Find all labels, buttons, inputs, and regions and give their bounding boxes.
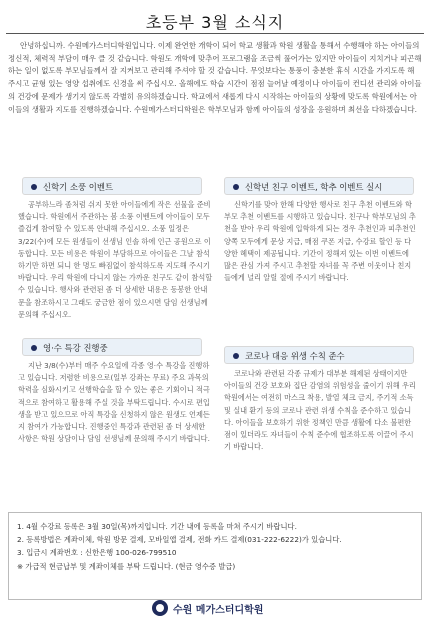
section-paragraph: 신학기를 맞아 한해 다양한 행사로 친구 추천 이벤트와 학부모 추천 이벤트를 시행하고 있습니다. 친구나 학부모님의 추천을 받아 우리 학원에 입학하게 되는 경우 추천인과 피추천인 양쪽 모두에게 문상 지급, 매점 쿠폰 지급, 수강료 할인 등 다양한 혜택이 제공됩니다. 기간이 정해져 있는 이번 이벤트에 많은 관심 가져 주시고 추천할 자녀를 꼭 주변 이웃이나 친지들에게 널리 알릴 절에 주시기 바랍니다. (224, 200, 416, 283)
bullet-icon (233, 353, 239, 359)
bullet-icon (31, 184, 37, 190)
section-paragraph: 지난 3/8(수)부터 매주 수요일에 각종 영·수 특강을 진행하고 있습니다. 저렴한 비용으로(일부 강좌는 무료) 주요 과목의 학력을 심화시키고 선행학습을 할 수 있는 좋은 기회이니 적극적으로 참여하고 활용해 주실 것을 부탁드립니다. 수시로 편입생을 받고 있으므로 아직 특강을 신청하지 않은 원생도 언제든지 참여가 가능합니다. 진행중인 특강과 관련된 좀 더 상세한 사항은 학원 상담이나 담임 선생님께 문의해 주시기 바랍니다. (18, 361, 210, 444)
notice-item: 1. 4월 수강료 등록은 3월 30일(목)까지입니다. 기간 내에 등록을 마쳐 주시기 바랍니다. (17, 522, 297, 531)
notice-box (8, 512, 422, 600)
section-heading-text: 코로나 대응 위생 수칙 준수 (245, 351, 345, 361)
notice-item: 2. 등록방법은 계좌이체, 학원 방문 결제, 모바일앱 결제, 전화 카드 결제(031-222-6222)가 있습니다. (17, 535, 342, 545)
section-body-friend-event (224, 199, 416, 284)
intro-paragraph: 안녕하십니까. 수원메가스터디학원입니다. 이제 완연한 개학이 되어 학교 생활과 학원 생활을 통해서 수행해야 하는 아이들의 정신적, 체력적 부담이 매우 클 것 같습니다. 학원도 개학에 맞추어 프로그램을 조금씩 풀어가는 있지만 아이들이 지치거나 피곤해하는 일이 없도록 부모님들께서 잘 지켜보고 관리해 주셔야 할 것 같습니다. 무엇보다는 통풍이 충분한 휴식 시간을 가지도록 해 주시고 균형 있는 영양 섭취에도 신경을 써 주십시오. 올해에도 학습 시간이 점점 늘어날 예정이나 아이들이 컨디션 관리와 아이들의 건강에 문제가 생기지 않도록 각별히 유의하겠습니다. 학교에서 새롭게 다시 시작하는 아이들의 상황에 맞도록 학원에서는 아이들의 생활과 지도를 진행하겠습니다. 수원메가스터디학원은 학부모님과 함께 아이들의 성장을 응원하며 최선을 다하겠습니다. (8, 41, 422, 114)
notice-item: 3. 입금시 계좌번호 : 신한은행 100-026-799510 (17, 548, 177, 558)
section-heading-new-event (22, 177, 202, 195)
logo-icon (152, 600, 168, 616)
bullet-icon (31, 345, 37, 351)
academy-logo (140, 600, 290, 616)
page-title: 초등부 3월 소식지 (145, 13, 285, 32)
section-heading-friend-event (224, 177, 414, 195)
logo-text: 수원 메가스터디학원 (173, 605, 264, 616)
section-body-new-event (18, 199, 213, 321)
section-heading-text: 영·수 특강 진행중 (43, 343, 108, 353)
section-heading-text: 신학년 친구 이벤트, 학추 이벤트 실시 (245, 182, 383, 192)
intro-text (8, 40, 422, 116)
section-paragraph: 공부하느라 좀처럼 쉬지 못한 아이들에게 작은 선물을 준비했습니다. 학원에서 주관하는 봄 소풍 이벤트에 아이들이 모두 즐겁게 참여할 수 있도록 안내해 주십시오. 소풍 일정은 3/22(수)에 모든 원생들이 선생님 인솔 하에 인근 공원으로 이동합니다. 모든 비용은 학원이 부담하므로 아이들은 그날 참석하기만 하면 되니 한 명도 빠짐없이 참석하도록 지도해 주시기 바랍니다. 우리 학원에 다니지 않는 가까운 친구도 같이 참석할 수 있습니다. 행사와 관련된 좀 더 상세한 내용은 동봉한 안내문을 참조하시고 그래도 궁금한 점이 있으시면 담임 선생님께 문의해 주십시오. (18, 200, 213, 319)
title-divider (6, 33, 424, 34)
bullet-icon (233, 184, 239, 190)
section-body-english (18, 360, 213, 445)
section-body-covid (224, 368, 416, 453)
section-heading-covid (224, 346, 414, 364)
section-paragraph: 코로나와 관련된 각종 규제가 대부분 해제된 상태이지만 아이들의 건강 보호와 집단 감염의 위험성을 줄이기 위해 우리 학원에서는 여전히 마스크 착용, 발열 체크 금지, 주기적 소독 및 실내 환기 등의 코로나 관련 위생 수칙을 준수하고 있습니다. 아이들을 보호하기 위한 정책인 만큼 생활에 다소 불편한 점이 있더라도 자녀들이 수칙 준수에 협조하도록 이끌어 주시기 바랍니다. (224, 369, 416, 452)
notice-item: ※ 가급적 현금납부 및 계좌이체를 부탁 드립니다. (현금 영수증 발급) (17, 561, 236, 571)
section-heading-english (22, 338, 202, 356)
section-heading-text: 신학기 소풍 이벤트 (43, 182, 114, 192)
